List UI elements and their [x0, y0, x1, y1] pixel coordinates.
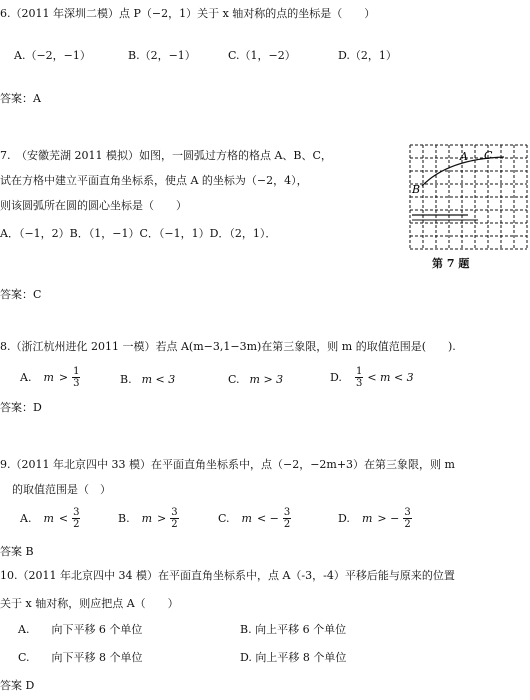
q8-option-a-fraction: $\frac{1}{3}$ — [73, 366, 80, 389]
q9-option-a-fraction: $\frac{3}{2}$ — [73, 507, 80, 530]
q7-line2: 试在方格中建立平面直角坐标系，使点 A 的坐标为（−2，4）， — [0, 174, 308, 187]
q9-option-b-fraction: $\frac{3}{2}$ — [171, 507, 178, 530]
q10-answer: 答案 D — [0, 679, 35, 692]
q7-label-c: C — [484, 149, 493, 162]
q9-option-b: B. m > $\frac{3}{2}$ — [118, 507, 178, 530]
q10-option-b: B. 向上平移 6 个单位 — [240, 623, 347, 636]
q8-stem: 8.（浙江杭州进化 2011 一模）若点 A(m−3,1−3m)在第三象限，则 m 的取值范围是( ). — [0, 340, 456, 353]
q9-option-d: D. m > − $\frac{3}{2}$ — [338, 507, 411, 530]
q7-answer: 答案：C — [0, 288, 42, 301]
q8-option-b: B. m < 3 — [120, 373, 176, 386]
q6-stem: 6.（2011 年深圳二模）点 P（−2，1）关于 x 轴对称的点的坐标是（ ） — [0, 7, 376, 20]
q6-answer: 答案：A — [0, 92, 41, 105]
q10-line1: 10.（2011 年北京四中 34 模）在平面直角坐标系中，点 A（-3，-4）平移后能与原来的位置 — [0, 569, 455, 582]
q7-label-a: A — [460, 150, 468, 163]
q9-option-a: A. m < $\frac{3}{2}$ — [20, 507, 80, 530]
q8-option-d: D. $\frac{1}{3}$ < m < 3 — [330, 366, 414, 389]
q7-line1: 7. （安徽芜湖 2011 模拟）如图，一圆弧过方格的格点 A、B、C， — [0, 149, 332, 162]
q10-line2: 关于 x 轴对称，则应把点 A（ ） — [0, 597, 179, 610]
q10-option-a: A. 向下平移 6 个单位 — [18, 623, 143, 636]
q9-option-c: C. m < − $\frac{3}{2}$ — [218, 507, 291, 530]
q8-option-d-fraction: $\frac{1}{3}$ — [355, 366, 363, 389]
q8-answer: 答案：D — [0, 401, 42, 414]
q8-option-c: C. m > 3 — [228, 373, 284, 386]
q9-line2: 的取值范围是（ ） — [12, 483, 111, 496]
q6-option-b: B.（2，−1） — [128, 49, 196, 62]
q6-option-c: C.（1，−2） — [228, 49, 296, 62]
q7-line3: 则该圆弧所在圆的圆心坐标是（ ） — [0, 199, 187, 212]
q10-option-d: D. 向上平移 8 个单位 — [240, 651, 347, 664]
q7-grid-figure — [408, 141, 530, 253]
q6-option-d: D.（2，1） — [338, 49, 397, 62]
q9-answer: 答案 B — [0, 545, 34, 558]
q6-option-a: A.（−2，−1） — [14, 49, 91, 62]
q7-figure-caption: 第 7 题 — [432, 257, 470, 270]
q9-option-d-fraction: $\frac{3}{2}$ — [404, 507, 411, 530]
q7-options: A．（−1，2）B．（1，−1）C．（−1，1）D．（2，1）． — [0, 227, 277, 240]
q7-label-b: B — [412, 183, 421, 196]
q9-line1: 9.（2011 年北京四中 33 模）在平面直角坐标系中，点（−2，−2m+3）在第三象限，则 m — [0, 458, 455, 471]
q8-option-a: A. m > $\frac{1}{3}$ — [20, 366, 80, 389]
q10-option-c: C. 向下平移 8 个单位 — [18, 651, 143, 664]
q9-option-c-fraction: $\frac{3}{2}$ — [283, 507, 291, 530]
